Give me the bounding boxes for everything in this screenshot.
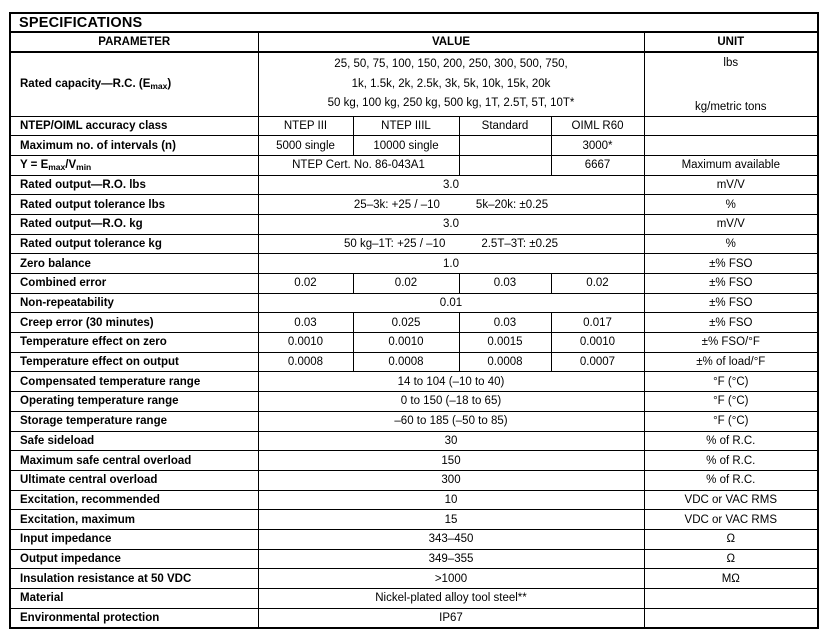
value-cell: 10000 single — [353, 136, 459, 156]
capacity-values — [259, 55, 644, 114]
unit-cell: MΩ — [644, 569, 818, 589]
param-cell: Output impedance — [10, 549, 258, 569]
value-cell: 3.0 — [258, 214, 644, 234]
tolerance-high-range: 2.5T–3T: ±0.25 — [481, 237, 558, 250]
param-cell: Creep error (30 minutes) — [10, 313, 258, 333]
param-cell: Material — [10, 589, 258, 609]
unit-cell: Ω — [644, 529, 818, 549]
col-header-value: VALUE — [258, 32, 644, 52]
value-cell: 0.0007 — [551, 352, 644, 372]
unit-cell: ±% FSO — [644, 313, 818, 333]
row-environmental-protection — [10, 608, 818, 628]
param-cell: NTEP/OIML accuracy class — [10, 116, 258, 136]
value-cell: –60 to 185 (–50 to 85) — [258, 411, 644, 431]
row-combined-error — [10, 274, 818, 294]
param-cell: Rated output tolerance kg — [10, 234, 258, 254]
unit-cell: % of R.C. — [644, 451, 818, 471]
spec-sheet — [9, 12, 819, 629]
unit-cell: ±% FSO/°F — [644, 333, 818, 353]
param-cell: Operating temperature range — [10, 392, 258, 412]
tolerance-high-range: 5k–20k: ±0.25 — [475, 198, 549, 211]
row-zero-balance — [10, 254, 818, 274]
capacity-line-lbs: 25, 50, 75, 100, 150, 200, 250, 300, 500, 750, — [334, 58, 568, 70]
value-cell: 6667 — [551, 155, 644, 175]
unit-cell: VDC or VAC RMS — [644, 510, 818, 530]
value-cell: 0.017 — [551, 313, 644, 333]
unit-cell — [644, 116, 818, 136]
value-cell: 0.0008 — [258, 352, 353, 372]
row-non-repeatability — [10, 293, 818, 313]
param-cell: Compensated temperature range — [10, 372, 258, 392]
row-creep-error — [10, 313, 818, 333]
value-cell: 0 to 150 (–18 to 65) — [258, 392, 644, 412]
row-output-impedance — [10, 549, 818, 569]
value-cell: 0.0010 — [551, 333, 644, 353]
row-excitation-recommended — [10, 490, 818, 510]
value-cell: 14 to 104 (–10 to 40) — [258, 372, 644, 392]
param-text: Rated capacity—R.C. (E — [20, 77, 151, 90]
row-y-emax-vmin — [10, 155, 818, 175]
unit-cell: VDC or VAC RMS — [644, 490, 818, 510]
value-cell: 3000* — [551, 136, 644, 156]
param-cell: Temperature effect on output — [10, 352, 258, 372]
row-temp-effect-output — [10, 352, 818, 372]
page-title: SPECIFICATIONS — [10, 13, 818, 32]
param-cell — [10, 155, 258, 175]
param-subscript: max — [150, 80, 168, 91]
row-rated-capacity — [10, 52, 818, 116]
value-cell: 0.02 — [353, 274, 459, 294]
param-subscript-max: max — [48, 161, 66, 172]
value-cell: 0.0008 — [353, 352, 459, 372]
unit-cell — [644, 52, 818, 116]
unit-cell: ±% of load/°F — [644, 352, 818, 372]
table-header-row — [10, 32, 818, 52]
unit-cell: mV/V — [644, 214, 818, 234]
value-cell: 0.0015 — [459, 333, 551, 353]
param-subscript-min: min — [76, 161, 92, 172]
tolerance-low-range: 50 kg–1T: +25 / –10 — [344, 237, 446, 250]
row-ultimate-central-overload — [10, 470, 818, 490]
value-cell: 30 — [258, 431, 644, 451]
value-cell: OIML R60 — [551, 116, 644, 136]
row-rated-output-lbs — [10, 175, 818, 195]
tolerance-values — [259, 238, 644, 250]
capacity-line-k: 1k, 1.5k, 2k, 2.5k, 3k, 5k, 10k, 15k, 20k — [351, 77, 551, 90]
row-storage-temp-range — [10, 411, 818, 431]
value-cell: 10 — [258, 490, 644, 510]
unit-cell: ±% FSO — [644, 293, 818, 313]
value-cell: >1000 — [258, 569, 644, 589]
value-cell: 150 — [258, 451, 644, 471]
param-text: Y = E — [20, 158, 49, 171]
unit-cell: mV/V — [644, 175, 818, 195]
param-cell: Zero balance — [10, 254, 258, 274]
unit-cell: °F (°C) — [644, 392, 818, 412]
row-insulation-resistance — [10, 569, 818, 589]
tolerance-values — [259, 199, 644, 211]
unit-cell — [644, 608, 818, 628]
value-cell: 0.02 — [551, 274, 644, 294]
value-cell: 0.0010 — [353, 333, 459, 353]
param-cell: Excitation, recommended — [10, 490, 258, 510]
row-temp-effect-zero — [10, 333, 818, 353]
row-excitation-maximum — [10, 510, 818, 530]
value-cell — [459, 155, 551, 175]
unit-lbs: lbs — [723, 56, 739, 69]
param-cell: Rated output tolerance lbs — [10, 195, 258, 215]
param-cell: Non-repeatability — [10, 293, 258, 313]
row-material — [10, 589, 818, 609]
unit-cell: ±% FSO — [644, 274, 818, 294]
unit-cell: % — [644, 195, 818, 215]
param-cell: Ultimate central overload — [10, 470, 258, 490]
param-cell: Rated output—R.O. kg — [10, 214, 258, 234]
value-cell — [459, 136, 551, 156]
row-max-safe-central-overload — [10, 451, 818, 471]
value-cell: IP67 — [258, 608, 644, 628]
row-operating-temp-range — [10, 392, 818, 412]
col-header-parameter: PARAMETER — [10, 32, 258, 52]
value-cell: 5000 single — [258, 136, 353, 156]
value-cell: 3.0 — [258, 175, 644, 195]
value-cell: Nickel-plated alloy tool steel** — [258, 589, 644, 609]
value-cell: Standard — [459, 116, 551, 136]
value-cell: 0.0008 — [459, 352, 551, 372]
unit-cell — [644, 589, 818, 609]
specifications-table — [9, 12, 819, 629]
value-cell: 0.0010 — [258, 333, 353, 353]
param-cell: Maximum safe central overload — [10, 451, 258, 471]
value-cell: 15 — [258, 510, 644, 530]
unit-cell: % of R.C. — [644, 431, 818, 451]
param-cell — [10, 52, 258, 116]
value-cell: 0.03 — [258, 313, 353, 333]
unit-cell: °F (°C) — [644, 411, 818, 431]
col-header-unit: UNIT — [644, 32, 818, 52]
value-cell: 0.02 — [258, 274, 353, 294]
tolerance-low-range: 25–3k: +25 / –10 — [353, 198, 440, 211]
param-cell: Rated output—R.O. lbs — [10, 175, 258, 195]
ntep-cert-cell: NTEP Cert. No. 86-043A1 — [258, 155, 459, 175]
row-input-impedance — [10, 529, 818, 549]
param-cell: Combined error — [10, 274, 258, 294]
row-rated-output-kg — [10, 214, 818, 234]
unit-cell: °F (°C) — [644, 372, 818, 392]
param-cell: Temperature effect on zero — [10, 333, 258, 353]
value-cell — [258, 52, 644, 116]
param-text-mid: /V — [65, 158, 77, 171]
unit-cell: % — [644, 234, 818, 254]
param-cell: Input impedance — [10, 529, 258, 549]
unit-cell: Maximum available — [644, 155, 818, 175]
param-cell: Excitation, maximum — [10, 510, 258, 530]
value-cell: NTEP III — [258, 116, 353, 136]
table-title-row — [10, 13, 818, 32]
value-cell: 0.025 — [353, 313, 459, 333]
value-cell: 300 — [258, 470, 644, 490]
row-rated-output-tolerance-kg — [10, 234, 818, 254]
value-cell — [258, 195, 644, 215]
row-max-intervals — [10, 136, 818, 156]
value-cell — [258, 234, 644, 254]
param-cell: Insulation resistance at 50 VDC — [10, 569, 258, 589]
unit-cell: % of R.C. — [644, 470, 818, 490]
unit-cell: Ω — [644, 549, 818, 569]
param-cell: Storage temperature range — [10, 411, 258, 431]
row-safe-sideload — [10, 431, 818, 451]
value-cell: 0.03 — [459, 313, 551, 333]
value-cell: NTEP IIIL — [353, 116, 459, 136]
value-cell: 0.01 — [258, 293, 644, 313]
row-ntep-oiml-accuracy-class — [10, 116, 818, 136]
unit-cell: ±% FSO — [644, 254, 818, 274]
value-cell: 343–450 — [258, 529, 644, 549]
unit-cell — [644, 136, 818, 156]
param-cell: Environmental protection — [10, 608, 258, 628]
value-cell: 0.03 — [459, 274, 551, 294]
row-compensated-temp-range — [10, 372, 818, 392]
value-cell: 1.0 — [258, 254, 644, 274]
capacity-units — [645, 54, 818, 115]
param-cell: Maximum no. of intervals (n) — [10, 136, 258, 156]
unit-kg-metric-tons: kg/metric tons — [694, 100, 767, 113]
param-text-end: ) — [167, 77, 172, 90]
value-cell: 349–355 — [258, 549, 644, 569]
row-rated-output-tolerance-lbs — [10, 195, 818, 215]
capacity-line-kg: 50 kg, 100 kg, 250 kg, 500 kg, 1T, 2.5T, 5T, 10T* — [327, 97, 575, 109]
param-cell: Safe sideload — [10, 431, 258, 451]
